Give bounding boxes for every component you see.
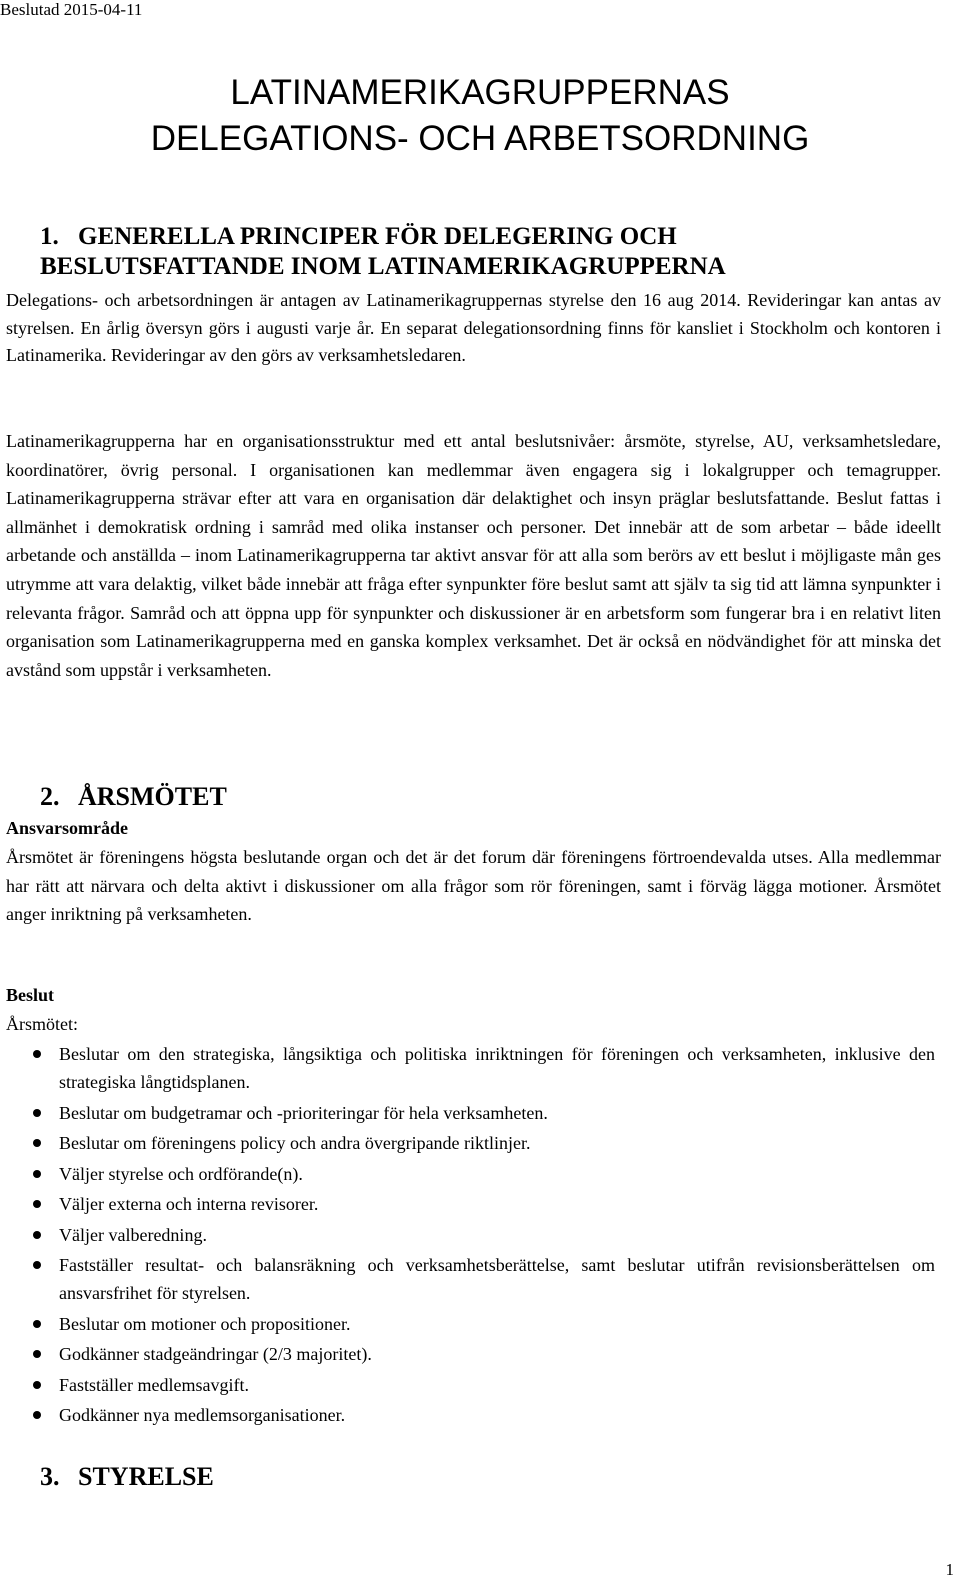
section-1-heading-line-1: GENERELLA PRINCIPER FÖR DELEGERING OCH bbox=[78, 223, 677, 250]
beslut-list bbox=[0, 1040, 935, 1432]
list-item-text: Beslutar om motioner och propositioner. bbox=[59, 1313, 351, 1334]
list-item bbox=[0, 1371, 935, 1399]
page-number: 1 bbox=[945, 1560, 954, 1579]
list-item bbox=[0, 1099, 935, 1127]
section-3-heading bbox=[40, 1462, 214, 1492]
list-item-text: Väljer styrelse och ordförande(n). bbox=[59, 1163, 303, 1184]
section-1-number: 1. bbox=[40, 223, 59, 250]
beslut-intro: Årsmötet: bbox=[6, 1014, 78, 1034]
list-item-text: Godkänner nya medlemsorganisationer. bbox=[59, 1405, 346, 1425]
section-3-title: STYRELSE bbox=[78, 1462, 214, 1491]
list-item bbox=[0, 1401, 935, 1429]
bullet-icon bbox=[33, 1350, 41, 1358]
title-line-2: DELEGATIONS- OCH ARBETSORDNING bbox=[150, 119, 810, 158]
list-item bbox=[0, 1251, 935, 1307]
section-1-heading-line-2: BESLUTSFATTANDE INOM LATINAMERIKAGRUPPERNA bbox=[40, 253, 726, 280]
bullet-icon bbox=[33, 1170, 41, 1178]
list-item bbox=[0, 1310, 935, 1338]
bullet-icon bbox=[33, 1320, 41, 1328]
bullet-icon bbox=[33, 1200, 41, 1208]
list-item-text: Godkänner stadgeändringar (2/3 majoritet). bbox=[59, 1344, 372, 1364]
bullet-icon bbox=[33, 1411, 41, 1419]
list-item-text: Väljer externa och interna revisorer. bbox=[59, 1194, 319, 1214]
list-item-text: Beslutar om den strategiska, långsiktiga och politiska inriktningen för föreningen och verksamheten, inklusive den strategiska långtidsplanen. bbox=[59, 1044, 935, 1092]
header-date: Beslutad 2015-04-11 bbox=[0, 0, 143, 19]
bullet-icon bbox=[33, 1261, 41, 1269]
section-2-title: ÅRSMÖTET bbox=[78, 782, 227, 811]
list-item bbox=[0, 1129, 935, 1157]
list-item bbox=[0, 1040, 935, 1096]
document-title bbox=[0, 70, 960, 162]
list-item-text: Beslutar om föreningens policy och andra övergripande riktlinjer. bbox=[59, 1133, 531, 1153]
list-item-text: Fastställer medlemsavgift. bbox=[59, 1374, 249, 1395]
section-1-paragraph-2: Latinamerikagrupperna har en organisationsstruktur med ett antal beslutsnivåer: årsmöte, styrelse, AU, verksamhetsledare, koordinatörer, övrig personal. I organisationen kan medlemmar även engagera sig i lokalgrupper och temagrupper. Latinamerikagrupperna strävar efter att vara en organisation där delaktighet och insyn präglar beslutsfattande. Beslut fattas i allmänhet i demokratisk ordning i samråd med olika instanser och personer. Det innebär att de som arbetar – både ideellt arbetande och anställda – inom Latinamerikagrupperna tar aktivt ansvar för att alla som berörs av ett beslut i möjligaste mån ges utrymme att vara delaktig, vilket både innebär att fråga efter synpunkter före beslut samt att själv ta sig tid att lämna synpunkter i relevanta frågor. Samråd och att öppna upp för synpunkter och diskussioner är en arbetsform som fungerar bra i en relativt liten organisation som Latinamerikagrupperna med en ganska komplex verksamhet. Det är också en nödvändighet för att minska det avstånd som uppstår i verksamheten. bbox=[6, 431, 941, 680]
list-item bbox=[0, 1190, 935, 1218]
bullet-icon bbox=[33, 1109, 41, 1117]
list-item-text: Beslutar om budgetramar och -prioriteringar för hela verksamheten. bbox=[59, 1102, 548, 1123]
list-item-text: Väljer valberedning. bbox=[59, 1224, 207, 1245]
beslut-heading: Beslut bbox=[6, 985, 55, 1005]
section-1-paragraph-1: Delegations- och arbetsordningen är antagen av Latinamerikagruppernas styrelse den 16 aug 2014. Revideringar kan antas av styrelsen. En årlig översyn görs i augusti varje år. En separat delegationsordning finns för kansliet i Stockholm och kontoren i Latinamerika. Revideringar av den görs av verksamhetsledaren. bbox=[6, 290, 941, 365]
bullet-icon bbox=[33, 1139, 41, 1147]
list-item-text: Fastställer resultat- och balansräkning och verksamhetsberättelse, samt beslutar utifrån revisionsberättelsen om ansvarsfrihet för styrelsen. bbox=[59, 1255, 935, 1303]
list-item bbox=[0, 1340, 935, 1368]
bullet-icon bbox=[33, 1381, 41, 1389]
list-item bbox=[0, 1160, 935, 1188]
ansvarsomrade-heading: Ansvarsområde bbox=[6, 818, 128, 838]
section-1-heading bbox=[40, 222, 726, 282]
section-2-number: 2. bbox=[40, 782, 60, 811]
list-item bbox=[0, 1221, 935, 1249]
section-3-number: 3. bbox=[40, 1462, 60, 1491]
bullet-icon bbox=[33, 1050, 41, 1058]
bullet-icon bbox=[33, 1231, 41, 1239]
section-2-heading bbox=[40, 782, 227, 812]
title-line-1: LATINAMERIKAGRUPPERNAS bbox=[230, 73, 730, 112]
ansvarsomrade-paragraph: Årsmötet är föreningens högsta beslutande organ och det är det forum där föreningens förtroendevalda utses. Alla medlemmar har rätt att närvara och delta aktivt i diskussioner om alla frågor som rör föreningen, samt i förväg lägga motioner. Årsmötet anger inriktning på verksamheten. bbox=[6, 847, 941, 924]
